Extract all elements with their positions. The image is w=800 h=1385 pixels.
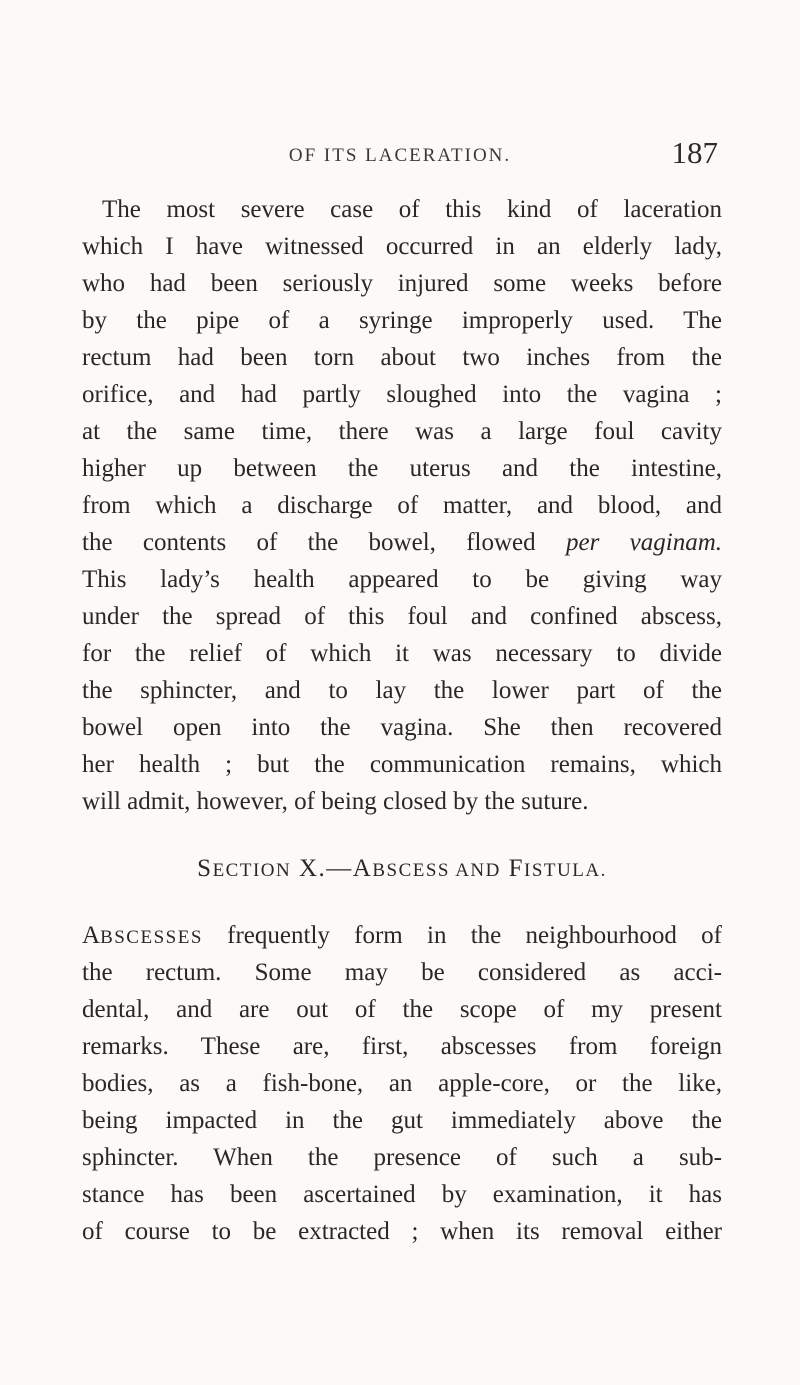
text-line: under the spread of this foul and confined abscess, bbox=[82, 603, 722, 630]
page-number: 187 bbox=[671, 135, 718, 170]
text-line: her health ; but the communication remains, which bbox=[82, 751, 722, 778]
text-run: the contents of the bowel, flowed bbox=[82, 529, 566, 556]
italic-latin-phrase: per vaginam. bbox=[566, 529, 723, 556]
text-line: stance has been ascertained by examination, it has bbox=[82, 1181, 722, 1208]
text-line bbox=[82, 917, 722, 954]
text-line: rectum had been torn about two inches from the bbox=[82, 344, 722, 371]
text-line: dental, and are out of the scope of my present bbox=[82, 996, 722, 1023]
text-line: bodies, as a fish-bone, an apple-core, or the like, bbox=[82, 1070, 722, 1097]
lead-smallcaps: BSCESSES bbox=[100, 927, 203, 948]
text-line: bowel open into the vagina. She then recovered bbox=[82, 714, 722, 741]
heading-number: X.— bbox=[291, 855, 353, 882]
heading-initial: F bbox=[500, 855, 525, 882]
text-line: orifice, and had partly sloughed into the vagina ; bbox=[82, 381, 722, 408]
text-line: which I have witnessed occurred in an elderly lady, bbox=[82, 233, 722, 260]
text-line: for the relief of which it was necessary to divide bbox=[82, 640, 722, 667]
text-line: being impacted in the gut immediately above the bbox=[82, 1107, 722, 1134]
running-head bbox=[82, 135, 718, 175]
section-heading bbox=[82, 850, 722, 887]
heading-initial: S bbox=[197, 855, 213, 882]
text-line: the sphincter, and to lay the lower part of the bbox=[82, 677, 722, 704]
lead-initial: A bbox=[82, 922, 101, 949]
heading-smallcaps: BSCESS AND bbox=[372, 860, 501, 881]
text-line: the rectum. Some may be considered as acci- bbox=[82, 959, 722, 986]
text-line: at the same time, there was a large foul cavity bbox=[82, 418, 722, 445]
text-line: will admit, however, of being closed by the suture. bbox=[82, 788, 589, 815]
text-line: who had been seriously injured some weeks before bbox=[82, 270, 722, 297]
heading-smallcaps: ISTULA. bbox=[524, 860, 607, 881]
text-line: from which a discharge of matter, and blood, and bbox=[82, 492, 722, 519]
paragraph-laceration-case bbox=[82, 191, 722, 820]
text-line bbox=[82, 524, 722, 561]
text-line: by the pipe of a syringe improperly used. The bbox=[82, 307, 722, 334]
text-line: remarks. These are, first, abscesses from foreign bbox=[82, 1033, 722, 1060]
running-title: OF ITS LACERATION. bbox=[288, 145, 512, 166]
text-run: frequently form in the neighbourhood of bbox=[202, 922, 722, 949]
text-line: sphincter. When the presence of such a sub- bbox=[82, 1144, 722, 1171]
text-line: The most severe case of this kind of laceration bbox=[102, 196, 722, 223]
text-line: This lady’s health appeared to be giving way bbox=[82, 566, 722, 593]
paragraph-abscesses bbox=[82, 917, 722, 1250]
heading-initial: A bbox=[352, 855, 373, 882]
text-line: of course to be extracted ; when its removal either bbox=[82, 1218, 722, 1245]
body-text bbox=[82, 191, 722, 1250]
text-line: higher up between the uterus and the intestine, bbox=[82, 455, 722, 482]
heading-smallcaps: ECTION bbox=[212, 860, 292, 881]
